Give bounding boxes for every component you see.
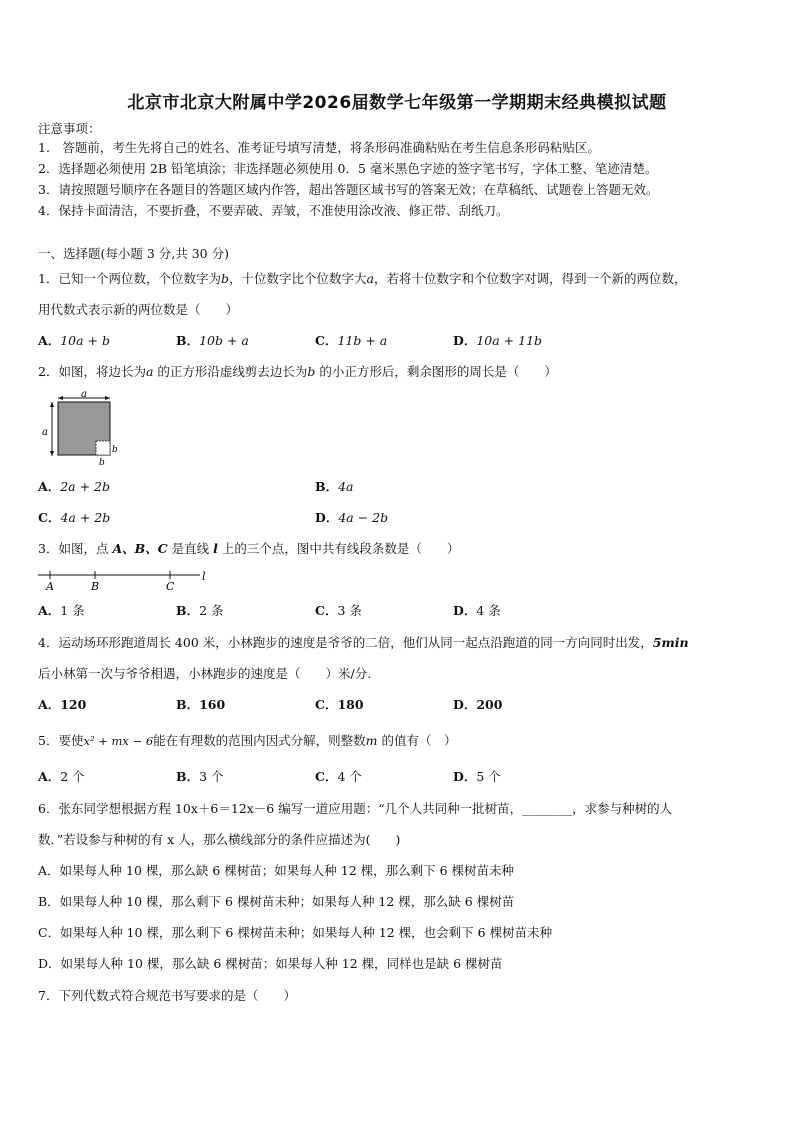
option-label: A．: [38, 697, 61, 712]
question-1-stem-line2: 用代数式表示新的两位数是（ ）: [38, 302, 239, 317]
option-label: B．: [176, 697, 200, 712]
q1-option-d[interactable]: [453, 333, 542, 349]
q2-text-a: 2．如图，将边长为: [38, 364, 146, 379]
q3-line-figure: [38, 566, 218, 596]
q1-option-a[interactable]: [38, 333, 110, 349]
question-1-stem-line1: [38, 271, 686, 287]
option-label: C．: [38, 510, 61, 525]
q4-option-a[interactable]: [38, 697, 86, 713]
label-b: B: [91, 580, 100, 593]
option-expr: 3 条: [337, 603, 362, 618]
label-left-a: a: [42, 427, 48, 438]
label-a: A: [46, 580, 54, 593]
q4-time: 5min: [652, 635, 689, 650]
question-7-stem: 7．下列代数式符合规范书写要求的是（ ）: [38, 988, 296, 1003]
q6-option-c[interactable]: C．如果每人种 10 棵，那么剩下 6 棵树苗未种；如果每人种 12 棵，也会剩下 6 棵树苗未种: [38, 925, 553, 940]
q6-option-b[interactable]: B．如果每人种 10 棵，那么剩下 6 棵树苗未种；如果每人种 12 棵，那么缺 6 棵树苗: [38, 894, 515, 909]
question-3-stem: [38, 541, 459, 557]
option-expr: 10a + b: [60, 333, 110, 348]
option-label: D．: [453, 333, 477, 348]
option-label: D．: [453, 603, 477, 618]
q3-line-name: l: [213, 541, 218, 556]
option-label: C．: [315, 769, 338, 784]
option-label: C．: [315, 697, 338, 712]
option-label: A．: [38, 603, 61, 618]
label-small-b-bottom: b: [99, 458, 105, 468]
arrowhead: [50, 402, 54, 407]
q4-option-d[interactable]: [453, 697, 502, 713]
q2-option-b[interactable]: [315, 479, 353, 495]
option-label: B．: [176, 769, 200, 784]
option-expr: 1 条: [60, 603, 85, 618]
q5-option-c[interactable]: [315, 769, 362, 785]
option-expr: 120: [60, 697, 87, 712]
q5-text-c: 的值有（ ）: [377, 733, 457, 748]
q5-option-a[interactable]: [38, 769, 85, 785]
notice-item-4: 4．保持卡面清洁，不要折叠，不要弄破、弄皱，不准使用涂改液、修正带、刮纸刀。: [38, 203, 509, 218]
option-label: C．: [315, 333, 338, 348]
option-expr: 200: [476, 697, 503, 712]
question-5-stem: [38, 733, 457, 749]
question-2-stem: [38, 364, 557, 380]
q3-text-b: 是直线: [167, 541, 214, 556]
q1-var-b: b: [220, 271, 229, 286]
small-square: [96, 441, 110, 455]
q5-expression: x² + mx − 6: [83, 734, 154, 748]
page-title: 北京市北京大附属中学2026届数学七年级第一学期期末经典模拟试题: [127, 93, 667, 113]
notice-item-3: 3．请按照题号顺序在各题目的答题区域内作答，超出答题区域书写的答案无效；在草稿纸、试题卷上答题无效。: [38, 182, 659, 197]
option-expr: 3 个: [199, 769, 224, 784]
q2-var-a: a: [145, 364, 154, 379]
question-6-stem-line2: 数．”若设参与种树的有 x 人，那么横线部分的条件应描述为( ): [38, 832, 401, 847]
option-expr: 11b + a: [337, 333, 388, 348]
question-4-stem-line1: [38, 635, 689, 651]
label-small-b-right: b: [112, 445, 118, 455]
option-expr: 4a: [338, 479, 354, 494]
option-label: D．: [453, 769, 477, 784]
q3-option-c[interactable]: [315, 603, 362, 619]
q3-option-b[interactable]: [176, 603, 224, 619]
option-label: D．: [315, 510, 339, 525]
label-l: l: [202, 570, 206, 583]
option-expr: 2a + 2b: [60, 479, 110, 494]
q4-text: 4．运动场环形跑道周长 400 米，小林跑步的速度是爷爷的二倍，他们从同一起点沿跑道的同一方向同时出发，: [38, 635, 653, 650]
q5-text-b: 能在有理数的范围内因式分解，则整数: [153, 733, 366, 748]
q2-text-c: 的小正方形后，剩余图形的周长是（ ）: [315, 364, 557, 379]
option-expr: 4 条: [476, 603, 501, 618]
q3-option-a[interactable]: [38, 603, 85, 619]
q3-points: A、B、C: [112, 541, 168, 556]
option-label: C．: [315, 603, 338, 618]
q1-text-b: ，十位数字比个位数字大: [228, 271, 367, 286]
option-expr: 180: [337, 697, 364, 712]
q5-option-d[interactable]: [453, 769, 501, 785]
q5-var-m: m: [365, 733, 378, 748]
option-label: B．: [176, 603, 200, 618]
q3-text-a: 3．如图，点: [38, 541, 113, 556]
q1-text-c: ，若将十位数字和个位数字对调，得到一个新的两位数，: [373, 271, 687, 286]
q3-text-c: 上的三个点，图中共有线段条数是（ ）: [217, 541, 460, 556]
option-label: A．: [38, 769, 61, 784]
option-expr: 4a + 2b: [60, 510, 111, 525]
option-expr: 4 个: [337, 769, 362, 784]
option-label: D．: [453, 697, 477, 712]
q1-text-a: 1．已知一个两位数，个位数字为: [38, 271, 221, 286]
option-label: B．: [176, 333, 200, 348]
option-expr: 160: [199, 697, 226, 712]
option-expr: 2 个: [60, 769, 85, 784]
q1-option-b[interactable]: [176, 333, 249, 349]
question-6-stem-line1: 6．张东同学想根据方程 10x＋6＝12x－6 编写一道应用题：“几个人共同种一批树苗，________，求参与种树的人: [38, 801, 673, 816]
section-heading: 一、选择题(每小题 3 分,共 30 分): [38, 246, 229, 261]
q2-square-figure: [40, 390, 130, 470]
q5-text-a: 5．要使: [38, 733, 84, 748]
q2-option-d[interactable]: [315, 510, 388, 526]
q4-option-c[interactable]: [315, 697, 364, 713]
option-label: A．: [38, 333, 61, 348]
notice-item-2: 2．选择题必须使用 2B 铅笔填涂；非选择题必须使用 0．5 毫米黑色字迹的签字笔书写，字体工整、笔迹清楚。: [38, 161, 658, 176]
option-expr: 2 条: [199, 603, 224, 618]
question-4-stem-line2: 后小林第一次与爷爷相遇，小林跑步的速度是（ ）米/分.: [38, 666, 372, 681]
q4-option-b[interactable]: [176, 697, 225, 713]
option-expr: 10a + 11b: [476, 333, 543, 348]
q5-option-b[interactable]: [176, 769, 224, 785]
q2-option-a[interactable]: [38, 479, 110, 495]
arrowhead: [105, 396, 110, 400]
arrowhead: [50, 451, 54, 456]
q2-text-b: 的正方形沿虚线剪去边长为: [153, 364, 308, 379]
option-label: B．: [315, 479, 339, 494]
q2-var-b: b: [307, 364, 316, 379]
q1-option-c[interactable]: [315, 333, 387, 349]
label-c: C: [166, 580, 175, 593]
notice-item-1: 1. 答题前，考生先将自己的姓名、准考证号填写清楚，将条形码准确粘贴在考生信息条形码粘贴区。: [38, 140, 600, 155]
q6-option-d[interactable]: D．如果每人种 10 棵，那么缺 6 棵树苗；如果每人种 12 棵，同样也是缺 6 棵树苗: [38, 956, 503, 971]
option-expr: 10b + a: [199, 333, 249, 348]
q3-option-d[interactable]: [453, 603, 501, 619]
q1-var-a: a: [366, 271, 374, 286]
arrowhead: [58, 396, 63, 400]
option-expr: 4a − 2b: [338, 510, 389, 525]
option-label: A．: [38, 479, 61, 494]
q6-option-a[interactable]: A．如果每人种 10 棵，那么缺 6 棵树苗；如果每人种 12 棵，那么剩下 6 棵树苗未种: [38, 863, 515, 878]
option-expr: 5 个: [476, 769, 501, 784]
q2-option-c[interactable]: [38, 510, 110, 526]
label-top-a: a: [81, 390, 87, 400]
notice-heading: 注意事项：: [38, 121, 101, 136]
